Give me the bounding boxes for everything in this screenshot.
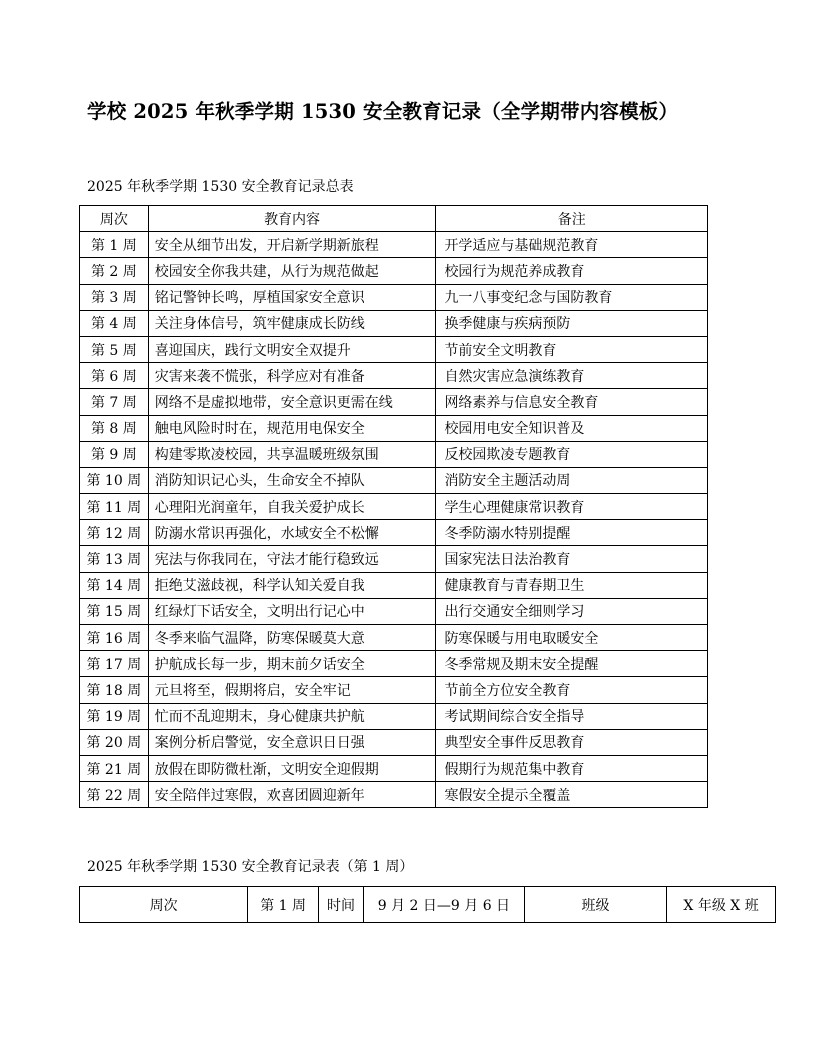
table-row bbox=[80, 703, 708, 729]
content-cell: 元旦将至，假期将启，安全牢记 bbox=[148, 677, 436, 703]
summary-header-row bbox=[80, 206, 708, 232]
week-cell: 第 22 周 bbox=[80, 782, 149, 808]
week-cell: 第 17 周 bbox=[80, 651, 149, 677]
content-cell: 灾害来袭不慌张，科学应对有准备 bbox=[148, 363, 436, 389]
time-label-cell: 时间 bbox=[319, 887, 364, 923]
week-cell: 第 21 周 bbox=[80, 755, 149, 781]
document-title: 学校 2025 年秋季学期 1530 安全教育记录（全学期带内容模板） bbox=[87, 100, 679, 123]
table-row bbox=[80, 598, 708, 624]
header-note: 备注 bbox=[436, 206, 708, 232]
table-row bbox=[80, 389, 708, 415]
content-cell: 心理阳光润童年，自我关爱护成长 bbox=[148, 494, 436, 520]
content-cell: 构建零欺凌校园，共享温暖班级氛围 bbox=[148, 441, 436, 467]
week-cell: 第 16 周 bbox=[80, 625, 149, 651]
header-week: 周次 bbox=[80, 206, 149, 232]
table-row bbox=[80, 441, 708, 467]
content-cell: 护航成长每一步，期末前夕话安全 bbox=[148, 651, 436, 677]
week-cell: 第 19 周 bbox=[80, 703, 149, 729]
content-cell: 安全从细节出发，开启新学期新旅程 bbox=[148, 232, 436, 258]
table-row bbox=[80, 755, 708, 781]
table-row bbox=[80, 232, 708, 258]
week1-table-caption: 2025 年秋季学期 1530 安全教育记录表（第 1 周） bbox=[87, 859, 414, 875]
week-cell: 第 18 周 bbox=[80, 677, 149, 703]
note-cell: 冬季防溺水特别提醒 bbox=[436, 520, 708, 546]
week-cell: 第 12 周 bbox=[80, 520, 149, 546]
content-cell: 触电风险时时在，规范用电保安全 bbox=[148, 415, 436, 441]
table-row bbox=[80, 336, 708, 362]
note-cell: 消防安全主题活动周 bbox=[436, 467, 708, 493]
table-row bbox=[80, 258, 708, 284]
note-cell: 节前全方位安全教育 bbox=[436, 677, 708, 703]
summary-table-caption: 2025 年秋季学期 1530 安全教育记录总表 bbox=[87, 179, 354, 195]
summary-table bbox=[79, 205, 708, 808]
content-cell: 冬季来临气温降，防寒保暖莫大意 bbox=[148, 625, 436, 651]
content-cell: 校园安全你我共建，从行为规范做起 bbox=[148, 258, 436, 284]
table-row bbox=[80, 625, 708, 651]
note-cell: 寒假安全提示全覆盖 bbox=[436, 782, 708, 808]
note-cell: 冬季常规及期末安全提醒 bbox=[436, 651, 708, 677]
note-cell: 学生心理健康常识教育 bbox=[436, 494, 708, 520]
note-cell: 反校园欺凌专题教育 bbox=[436, 441, 708, 467]
table-row bbox=[80, 782, 708, 808]
week-cell: 第 1 周 bbox=[80, 232, 149, 258]
header-content: 教育内容 bbox=[148, 206, 436, 232]
content-cell: 拒绝艾滋歧视，科学认知关爱自我 bbox=[148, 572, 436, 598]
table-row bbox=[80, 467, 708, 493]
note-cell: 健康教育与青春期卫生 bbox=[436, 572, 708, 598]
week-cell: 第 8 周 bbox=[80, 415, 149, 441]
time-value-cell: 9 月 2 日—9 月 6 日 bbox=[363, 887, 524, 923]
content-cell: 安全陪伴过寒假，欢喜团圆迎新年 bbox=[148, 782, 436, 808]
note-cell: 假期行为规范集中教育 bbox=[436, 755, 708, 781]
class-label-cell: 班级 bbox=[524, 887, 666, 923]
content-cell: 忙而不乱迎期末，身心健康共护航 bbox=[148, 703, 436, 729]
table-row bbox=[80, 729, 708, 755]
week-cell: 第 15 周 bbox=[80, 598, 149, 624]
week-cell: 第 10 周 bbox=[80, 467, 149, 493]
week-cell: 第 4 周 bbox=[80, 310, 149, 336]
table-row bbox=[80, 284, 708, 310]
note-cell: 校园用电安全知识普及 bbox=[436, 415, 708, 441]
week1-record-table bbox=[79, 886, 776, 923]
note-cell: 出行交通安全细则学习 bbox=[436, 598, 708, 624]
content-cell: 防溺水常识再强化，水域安全不松懈 bbox=[148, 520, 436, 546]
class-value-cell: X 年级 X 班 bbox=[667, 887, 776, 923]
week-cell: 第 13 周 bbox=[80, 546, 149, 572]
week-cell: 第 5 周 bbox=[80, 336, 149, 362]
table-row bbox=[80, 363, 708, 389]
week-label-cell: 周次 bbox=[80, 887, 248, 923]
note-cell: 换季健康与疾病预防 bbox=[436, 310, 708, 336]
table-row bbox=[80, 310, 708, 336]
table-row bbox=[80, 494, 708, 520]
week-cell: 第 20 周 bbox=[80, 729, 149, 755]
note-cell: 校园行为规范养成教育 bbox=[436, 258, 708, 284]
week-cell: 第 9 周 bbox=[80, 441, 149, 467]
week-cell: 第 7 周 bbox=[80, 389, 149, 415]
week-cell: 第 6 周 bbox=[80, 363, 149, 389]
content-cell: 红绿灯下话安全，文明出行记心中 bbox=[148, 598, 436, 624]
week-cell: 第 14 周 bbox=[80, 572, 149, 598]
content-cell: 放假在即防微杜渐，文明安全迎假期 bbox=[148, 755, 436, 781]
content-cell: 消防知识记心头，生命安全不掉队 bbox=[148, 467, 436, 493]
content-cell: 铭记警钟长鸣，厚植国家安全意识 bbox=[148, 284, 436, 310]
note-cell: 开学适应与基础规范教育 bbox=[436, 232, 708, 258]
week-value-cell: 第 1 周 bbox=[248, 887, 319, 923]
table-row bbox=[80, 520, 708, 546]
note-cell: 典型安全事件反思教育 bbox=[436, 729, 708, 755]
week-cell: 第 11 周 bbox=[80, 494, 149, 520]
table-row bbox=[80, 572, 708, 598]
note-cell: 九一八事变纪念与国防教育 bbox=[436, 284, 708, 310]
week-cell: 第 2 周 bbox=[80, 258, 149, 284]
content-cell: 关注身体信号，筑牢健康成长防线 bbox=[148, 310, 436, 336]
note-cell: 防寒保暖与用电取暖安全 bbox=[436, 625, 708, 651]
content-cell: 喜迎国庆，践行文明安全双提升 bbox=[148, 336, 436, 362]
note-cell: 考试期间综合安全指导 bbox=[436, 703, 708, 729]
note-cell: 国家宪法日法治教育 bbox=[436, 546, 708, 572]
content-cell: 网络不是虚拟地带，安全意识更需在线 bbox=[148, 389, 436, 415]
content-cell: 案例分析启警觉，安全意识日日强 bbox=[148, 729, 436, 755]
table-row bbox=[80, 546, 708, 572]
note-cell: 网络素养与信息安全教育 bbox=[436, 389, 708, 415]
week-cell: 第 3 周 bbox=[80, 284, 149, 310]
table-row bbox=[80, 415, 708, 441]
note-cell: 自然灾害应急演练教育 bbox=[436, 363, 708, 389]
table-row bbox=[80, 651, 708, 677]
week1-info-row bbox=[80, 887, 776, 923]
content-cell: 宪法与你我同在，守法才能行稳致远 bbox=[148, 546, 436, 572]
table-row bbox=[80, 677, 708, 703]
note-cell: 节前安全文明教育 bbox=[436, 336, 708, 362]
